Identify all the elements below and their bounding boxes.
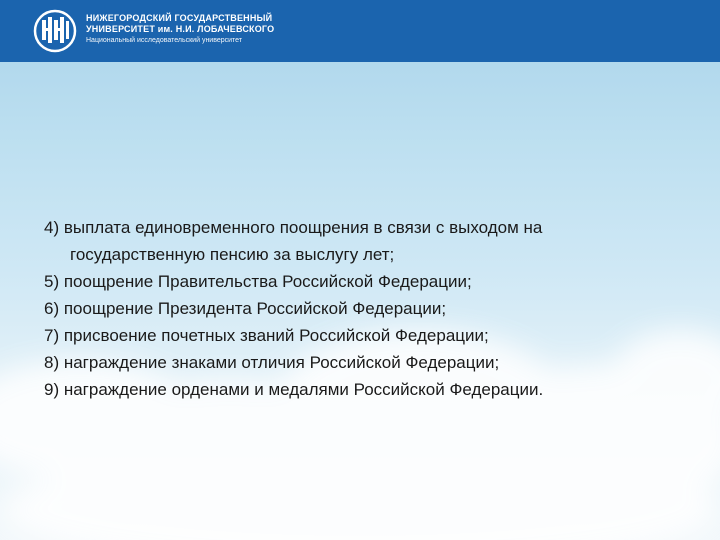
list-item-text: 4) выплата единовременного поощрения в связи с выходом на bbox=[44, 218, 543, 237]
list-item bbox=[44, 268, 684, 295]
list-item bbox=[44, 322, 684, 349]
list-item-continuation: государственную пенсию за выслугу лет; bbox=[70, 245, 395, 264]
award-list bbox=[44, 214, 684, 403]
logo-text bbox=[86, 14, 274, 44]
list-item bbox=[44, 349, 684, 376]
nnu-logo-icon bbox=[33, 9, 77, 53]
list-item bbox=[44, 295, 684, 322]
logo-line-2: УНИВЕРСИТЕТ им. Н.И. ЛОБАЧЕВСКОГО bbox=[86, 24, 275, 34]
list-item-text: 5) поощрение Правительства Российской Федерации; bbox=[44, 272, 472, 291]
list-item-text: 7) присвоение почетных званий Российской Федерации; bbox=[44, 326, 489, 345]
list-item-text: 8) награждение знаками отличия Российской Федерации; bbox=[44, 353, 500, 372]
list-item bbox=[44, 214, 684, 268]
logo-line-3: Национальный исследовательский университет bbox=[86, 37, 243, 44]
list-item-text: 6) поощрение Президента Российской Федерации; bbox=[44, 299, 447, 318]
logo-line-1: НИЖЕГОРОДСКИЙ ГОСУДАРСТВЕННЫЙ bbox=[86, 13, 273, 23]
list-item-text: 9) награждение орденами и медалями Российской Федерации. bbox=[44, 380, 544, 399]
header-bar bbox=[0, 0, 720, 62]
list-item bbox=[44, 376, 684, 403]
